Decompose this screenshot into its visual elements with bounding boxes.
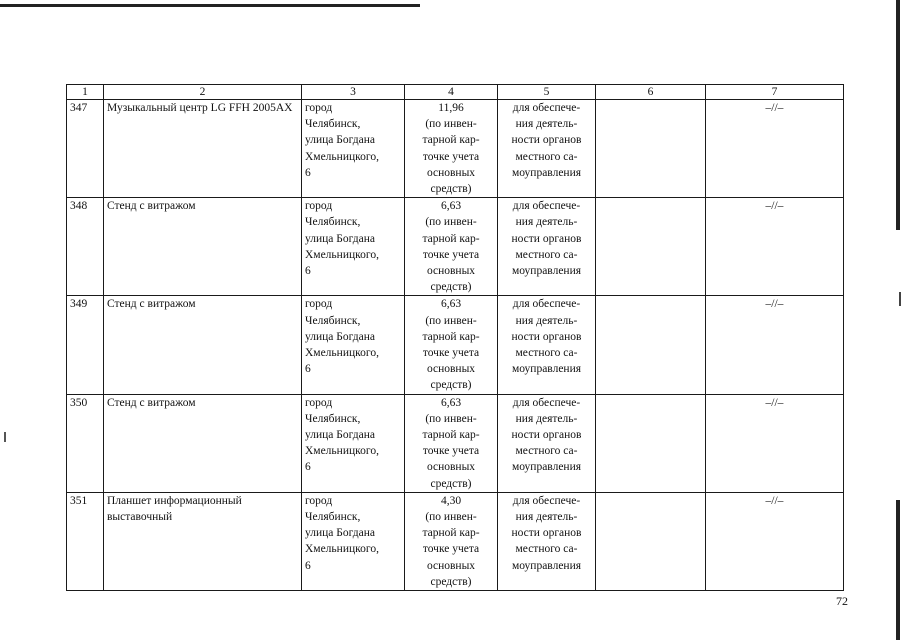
item-value: 4,30 (по инвен- тарной кар- точке учета основных средств): [405, 492, 498, 590]
table-row: [67, 100, 844, 198]
row-number: 351: [67, 492, 104, 590]
table-header-row: [67, 85, 844, 100]
column-header: 6: [596, 85, 706, 100]
top-border-line: [0, 4, 420, 7]
item-value: 6,63 (по инвен- тарной кар- точке учета основных средств): [405, 296, 498, 394]
item-address: город Челябинск, улица Богдана Хмельницкого, 6: [302, 198, 405, 296]
item-note: –//–: [706, 492, 844, 590]
scan-artifact: [4, 432, 6, 442]
item-purpose: для обеспече- ния деятель- ности органов местного са- моуправления: [498, 100, 596, 198]
item-value: 6,63 (по инвен- тарной кар- точке учета основных средств): [405, 394, 498, 492]
item-name: Стенд с витражом: [104, 296, 302, 394]
page-number: 72: [836, 594, 848, 608]
column-header: 1: [67, 85, 104, 100]
row-number: 348: [67, 198, 104, 296]
scan-artifact: [899, 292, 901, 306]
item-note: –//–: [706, 296, 844, 394]
item-purpose: для обеспече- ния деятель- ности органов местного са- моуправления: [498, 394, 596, 492]
row-number: 347: [67, 100, 104, 198]
item-address: город Челябинск, улица Богдана Хмельницкого, 6: [302, 394, 405, 492]
item-value: 11,96 (по инвен- тарной кар- точке учета основных средств): [405, 100, 498, 198]
table-row: [67, 198, 844, 296]
right-margin-line: [896, 0, 900, 230]
item-name: Планшет информационный выставочный: [104, 492, 302, 590]
item-name: Стенд с витражом: [104, 394, 302, 492]
item-address: город Челябинск, улица Богдана Хмельницкого, 6: [302, 492, 405, 590]
item-address: город Челябинск, улица Богдана Хмельницкого, 6: [302, 100, 405, 198]
column-header: 7: [706, 85, 844, 100]
item-col6: [596, 394, 706, 492]
row-number: 349: [67, 296, 104, 394]
table-row: [67, 492, 844, 590]
item-col6: [596, 100, 706, 198]
item-note: –//–: [706, 198, 844, 296]
table-row: [67, 394, 844, 492]
item-note: –//–: [706, 394, 844, 492]
property-registry-table: [66, 84, 844, 591]
table-row: [67, 296, 844, 394]
item-purpose: для обеспече- ния деятель- ности органов местного са- моуправления: [498, 198, 596, 296]
item-value: 6,63 (по инвен- тарной кар- точке учета основных средств): [405, 198, 498, 296]
item-col6: [596, 296, 706, 394]
item-note: –//–: [706, 100, 844, 198]
column-header: 5: [498, 85, 596, 100]
item-purpose: для обеспече- ния деятель- ности органов местного са- моуправления: [498, 296, 596, 394]
item-name: Стенд с витражом: [104, 198, 302, 296]
column-header: 2: [104, 85, 302, 100]
item-address: город Челябинск, улица Богдана Хмельницкого, 6: [302, 296, 405, 394]
item-name: Музыкальный центр LG FFH 2005AX: [104, 100, 302, 198]
right-margin-line-lower: [896, 500, 900, 640]
item-col6: [596, 492, 706, 590]
row-number: 350: [67, 394, 104, 492]
column-header: 3: [302, 85, 405, 100]
column-header: 4: [405, 85, 498, 100]
item-col6: [596, 198, 706, 296]
item-purpose: для обеспече- ния деятель- ности органов местного са- моуправления: [498, 492, 596, 590]
